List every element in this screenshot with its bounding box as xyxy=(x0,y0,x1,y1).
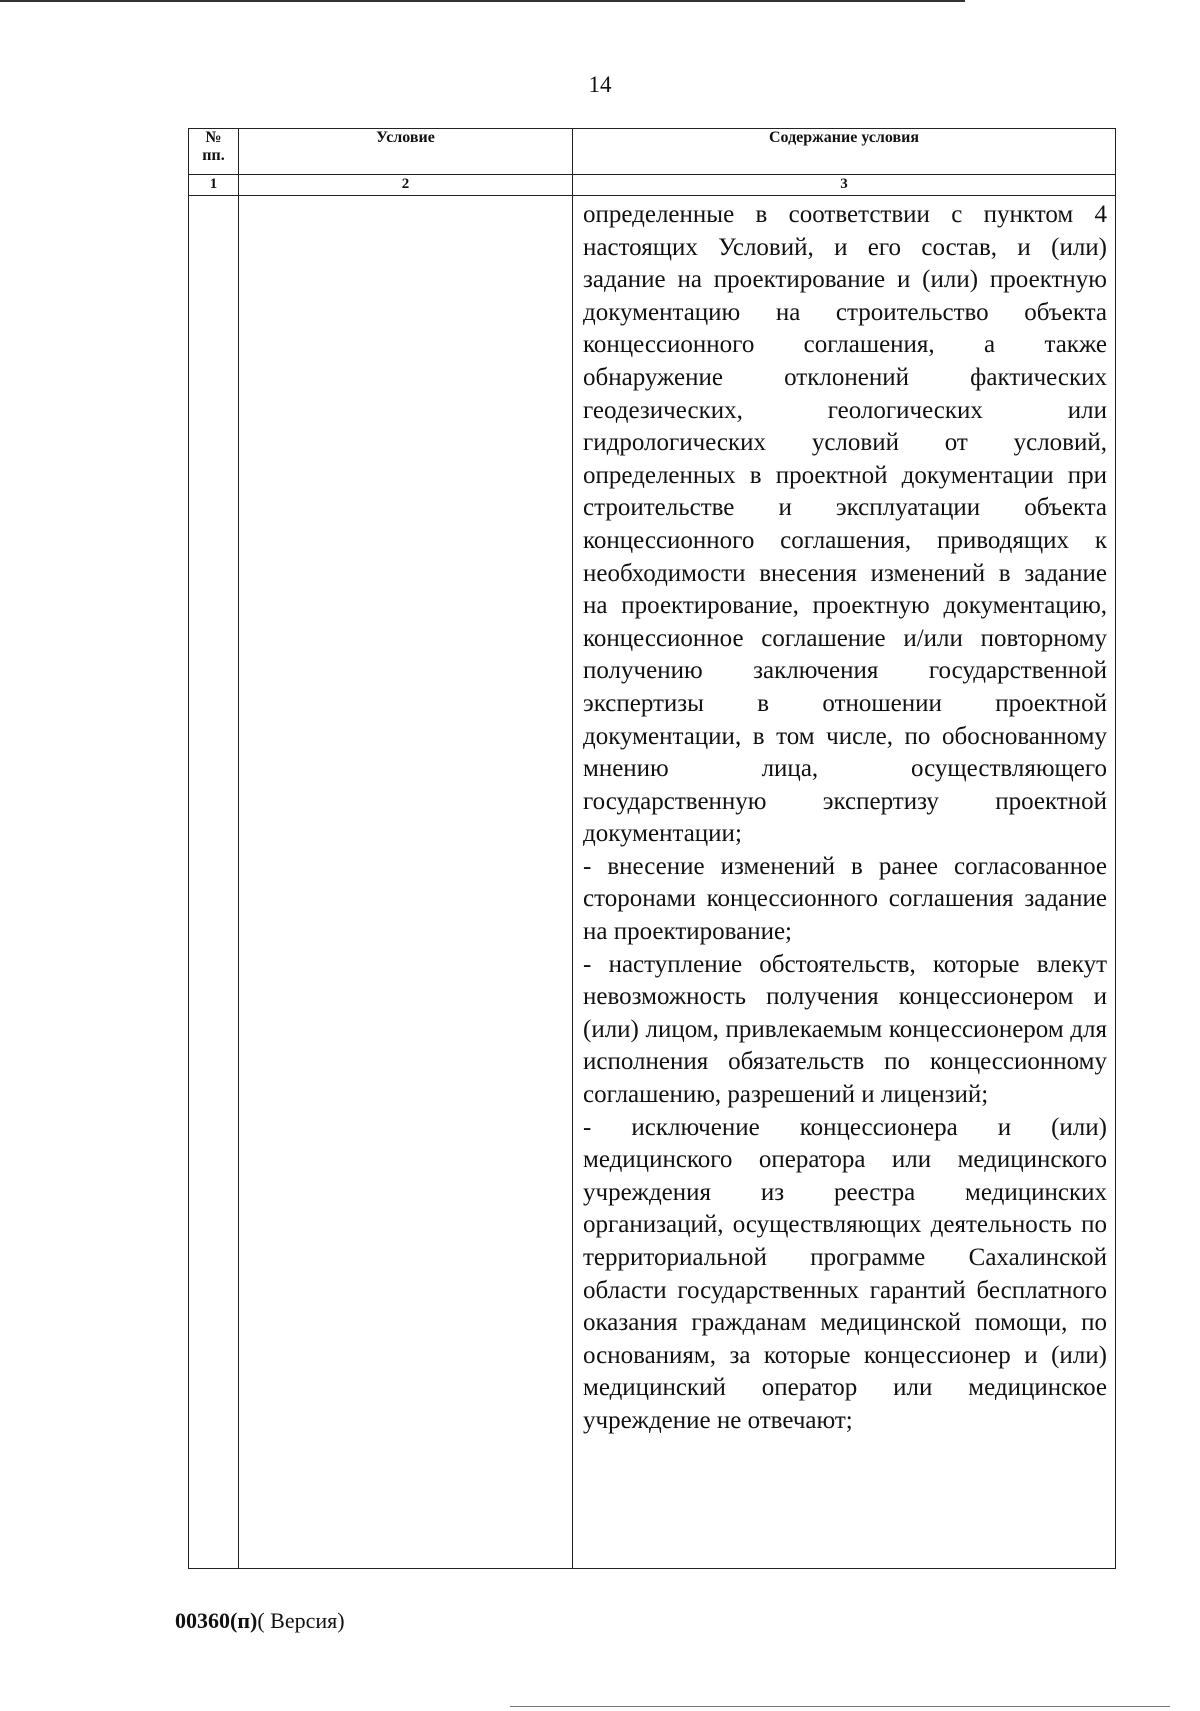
conditions-table xyxy=(188,128,1116,1569)
row-content-cell xyxy=(573,196,1116,1569)
column-number-row xyxy=(189,175,1116,196)
header-condition: Условие xyxy=(239,129,573,175)
row-condition-cell xyxy=(239,196,573,1569)
content-paragraph: - внесение изменений в ранее согласованное сторонами концессионного соглашения задание на проектирование; xyxy=(583,852,1107,946)
column-number-3: 3 xyxy=(573,175,1116,196)
row-number-cell xyxy=(189,196,239,1569)
header-number: № пп. xyxy=(189,129,239,175)
column-number-1: 1 xyxy=(189,175,239,196)
content-paragraph: - исключение концессионера и (или) медицинского оператора или медицинского учреждения из реестра медицинских организаций, осуществляющих деятельность по территориальной программе Сахалинской области государственных гарантий бесплатного оказания гражданам медицинской помощи, по основаниям, за которые концессионер и (или) медицинский оператор или медицинское учреждение не отвечают; xyxy=(583,1113,1107,1434)
table-header-row xyxy=(189,129,1116,175)
content-paragraph: - наступление обстоятельств, которые влекут невозможность получения концессионером и (или) лицом, привлекаемым концессионером для исполнения обязательств по концессионному соглашению, разрешений и лицензий; xyxy=(583,950,1107,1109)
scan-bottom-edge-line xyxy=(510,1706,1170,1707)
page-number: 14 xyxy=(588,72,612,97)
header-content: Содержание условия xyxy=(573,129,1116,175)
document-footer xyxy=(175,1608,345,1634)
scan-top-edge-line xyxy=(0,0,965,2)
document-version: ( Версия) xyxy=(257,1608,345,1633)
document-code: 00360(п) xyxy=(175,1608,258,1633)
table-row xyxy=(189,196,1116,1569)
column-number-2: 2 xyxy=(239,175,573,196)
content-text xyxy=(573,196,1115,1438)
content-paragraph: определенные в соответствии с пунктом 4 настоящих Условий, и его состав, и (или) задание на проектирование и (или) проектную документацию на строительство объекта концессионного соглашения, а также обнаружение отклонений фактических геодезических, геологических или гидрологических условий от условий, определенных в проектной документации при строительстве и эксплуатации объекта концессионного соглашения, приводящих к необходимости внесения изменений в задание на проектирование, проектную документацию, концессионное соглашение и/или повторному получению заключения государственной экспертизы в отношении проектной документации, в том числе, по обоснованному мнению лица, осуществляющего государственную экспертизу проектной документации; xyxy=(583,201,1107,848)
